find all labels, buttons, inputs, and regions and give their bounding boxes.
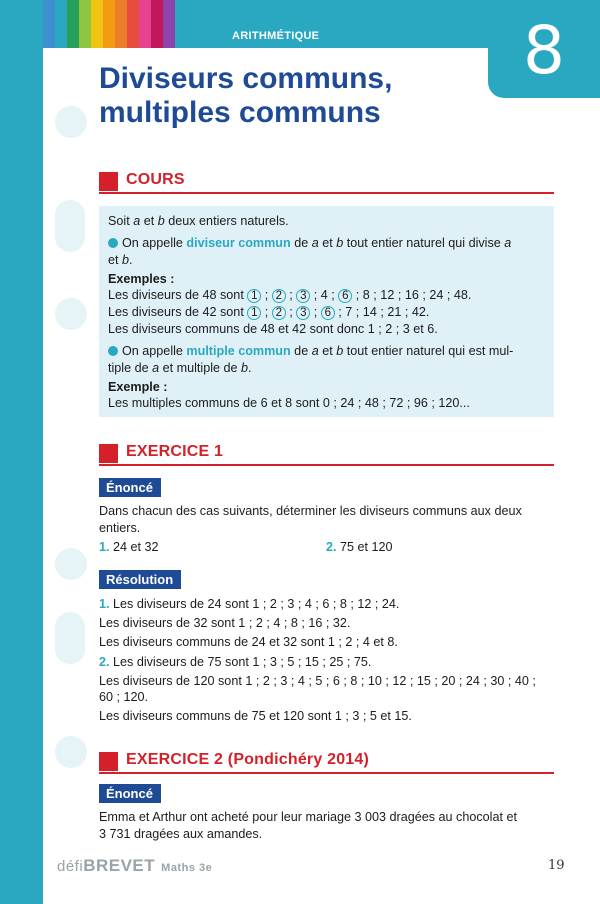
- example-label: Exemple :: [108, 380, 168, 394]
- exercice1-heading-text: EXERCICE 1: [126, 443, 224, 460]
- ex1-resolution-2: Les diviseurs de 32 sont 1 ; 2 ; 4 ; 8 ; 16 ; 32.: [99, 616, 351, 630]
- ex1-statement-line1: Dans chacun des cas suivants, déterminer les diviseurs communs aux deux: [99, 504, 522, 518]
- binder-hole: [55, 106, 87, 138]
- color-stripes: [43, 0, 175, 48]
- definition-multiple: On appelle multiple commun de a et b tout entier naturel qui est mul-: [108, 344, 513, 358]
- cours-intro: Soit a et b deux entiers naturels.: [108, 214, 289, 228]
- brand-main: BREVET: [83, 856, 156, 875]
- cours-heading-text: COURS: [126, 171, 185, 188]
- example-multiples: Les multiples communs de 6 et 8 sont 0 ; 24 ; 48 ; 72 ; 96 ; 120...: [108, 396, 470, 410]
- section-label: ARITHMÉTIQUE: [232, 30, 320, 42]
- definition-diviseur-cont: et b.: [108, 253, 133, 267]
- ex1-resolution-5-line2: 60 ; 120.: [99, 690, 149, 704]
- example-common: Les diviseurs communs de 48 et 42 sont donc 1 ; 2 ; 3 et 6.: [108, 322, 438, 336]
- ex1-question-1: 1. 24 et 32: [99, 540, 159, 554]
- chapter-number: 8: [523, 12, 565, 89]
- ex2-statement-line2: 3 731 dragées aux amandes.: [99, 827, 263, 841]
- color-stripe: [91, 0, 103, 48]
- exercice2-heading-text: EXERCICE 2 (Pondichéry 2014): [126, 751, 370, 768]
- cours-heading: [99, 172, 554, 194]
- example-48: Les diviseurs de 48 sont 1 ; 2 ; 3 ; 4 ; 6 ; 8 ; 12 ; 16 ; 24 ; 48.: [108, 288, 472, 302]
- binder-hole: [55, 736, 87, 768]
- color-stripe: [151, 0, 163, 48]
- heading-square: [99, 752, 118, 771]
- example-42: Les diviseurs de 42 sont 1 ; 2 ; 3 ; 6 ; 7 ; 14 ; 21 ; 42.: [108, 305, 430, 319]
- color-stripe: [55, 0, 67, 48]
- color-stripe: [79, 0, 91, 48]
- color-stripe: [163, 0, 175, 48]
- enonce-tag: Énoncé: [99, 784, 161, 803]
- binder-hole: [55, 548, 87, 580]
- footer-brand: [57, 856, 212, 876]
- ex1-question-2: 2. 75 et 120: [326, 540, 393, 554]
- title-line-2: multiples communs: [99, 96, 381, 129]
- examples-label: Exemples :: [108, 272, 175, 286]
- page-number: 19: [548, 858, 565, 873]
- ex2-statement-line1: Emma et Arthur ont acheté pour leur mariage 3 003 dragées au chocolat et: [99, 810, 517, 824]
- ex1-resolution-3: Les diviseurs communs de 24 et 32 sont 1 ; 2 ; 4 et 8.: [99, 635, 398, 649]
- ex1-resolution-6: Les diviseurs communs de 75 et 120 sont 1 ; 3 ; 5 et 15.: [99, 709, 412, 723]
- page-title: [99, 62, 479, 130]
- brand-sub: Maths 3e: [161, 862, 213, 874]
- color-stripe: [43, 0, 55, 48]
- ex1-resolution-5-line1: Les diviseurs de 120 sont 1 ; 2 ; 3 ; 4 ; 5 ; 6 ; 8 ; 10 ; 12 ; 15 ; 20 ; 24 ; 30 ; 40 ;: [99, 674, 536, 688]
- ex1-resolution-4: 2. Les diviseurs de 75 sont 1 ; 3 ; 5 ; 15 ; 25 ; 75.: [99, 655, 372, 669]
- brand-prefix: défi: [57, 858, 84, 875]
- color-stripe: [139, 0, 151, 48]
- binder-ring: [55, 612, 85, 664]
- heading-square: [99, 444, 118, 463]
- exercice1-heading: [99, 444, 554, 466]
- color-stripe: [67, 0, 79, 48]
- color-stripe: [127, 0, 139, 48]
- ex1-statement-line2: entiers.: [99, 521, 141, 535]
- resolution-tag: Résolution: [99, 570, 181, 589]
- definition-diviseur: On appelle diviseur commun de a et b tout entier naturel qui divise a: [108, 236, 511, 250]
- exercice2-heading: [99, 752, 554, 774]
- title-line-1: Diviseurs communs,: [99, 62, 393, 95]
- bullet-icon: [108, 238, 118, 248]
- color-stripe: [103, 0, 115, 48]
- binder-ring: [55, 200, 85, 252]
- heading-square: [99, 172, 118, 191]
- binder-hole: [55, 298, 87, 330]
- ex1-resolution-1: 1. Les diviseurs de 24 sont 1 ; 2 ; 3 ; 4 ; 6 ; 8 ; 12 ; 24.: [99, 597, 400, 611]
- color-stripe: [115, 0, 127, 48]
- definition-multiple-cont: tiple de a et multiple de b.: [108, 361, 252, 375]
- enonce-tag: Énoncé: [99, 478, 161, 497]
- left-band: [0, 0, 43, 904]
- bullet-icon: [108, 346, 118, 356]
